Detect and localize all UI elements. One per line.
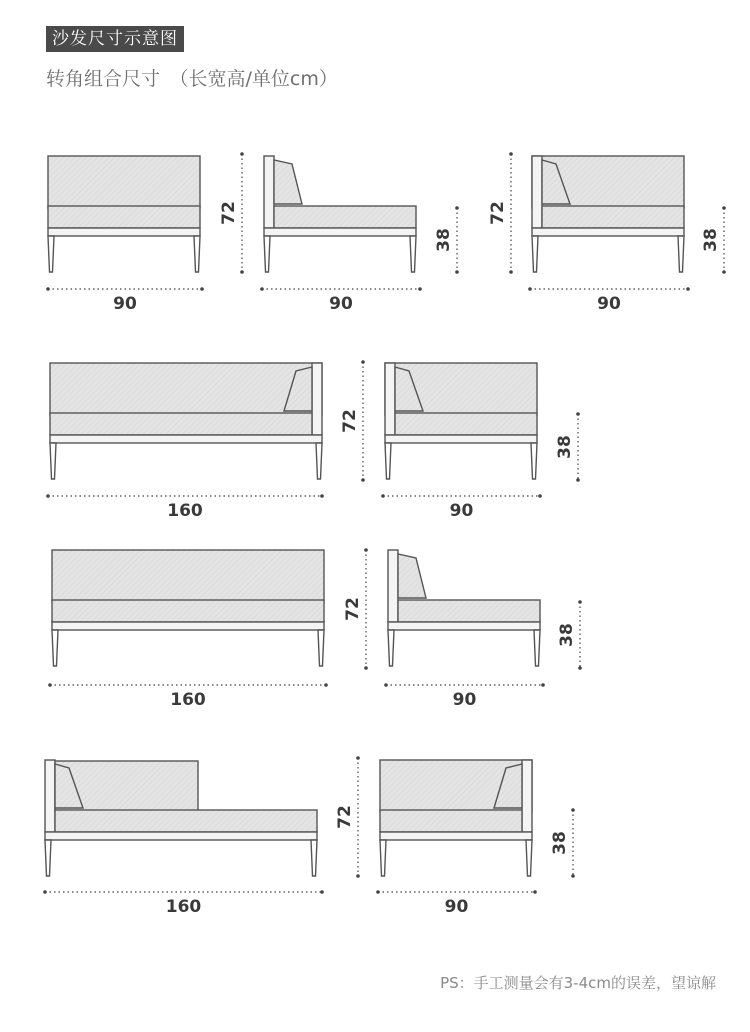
seat-cushion [48,206,200,228]
single-seat-side [264,156,416,272]
single-seat-front-width-end [200,287,204,291]
two-seat-right-arm-side [385,363,537,479]
corner-seat-width-label: 90 [597,294,621,314]
base-rail [388,622,540,630]
corner-seat-seat-height-start [722,206,726,210]
right-leg [318,630,324,666]
diagram-subtitle: 转角组合尺寸 （长宽高/单位cm） [46,68,338,90]
two-seat-right-arm-side-seat-height-label: 38 [555,435,575,459]
left-leg [50,443,56,479]
single-seat-side-width-end [418,287,422,291]
right-leg [678,236,684,272]
left-armrest [532,156,542,228]
right-leg [194,236,200,272]
chaise-side-width-start [376,890,380,894]
two-seat-right-arm-width-label: 160 [167,501,203,521]
single-seat-front-width-start [46,287,50,291]
two-seat-right-arm-height-start [361,360,365,364]
two-seat-side-seat-height-start [578,600,582,604]
right-leg [316,443,322,479]
two-seat-side [388,550,540,666]
single-seat-side-seat-height-end [455,270,459,274]
backrest [50,363,322,415]
two-seat-side-width-label: 90 [452,690,477,710]
right-leg [526,840,532,876]
left-leg [380,840,386,876]
seat-cushion [50,413,312,435]
single-seat-side-height-start [240,152,244,156]
base-rail [264,228,416,236]
base-rail [380,832,532,840]
two-seat-width-label: 160 [170,690,206,710]
two-seat-height-end [364,666,368,670]
left-leg [264,236,270,272]
right-leg [534,630,540,666]
chaise-side-width-label: 90 [444,897,469,917]
backrest-frame [388,550,398,622]
chaise-side-seat-height-label: 38 [550,831,570,855]
corner-seat-front [532,156,684,272]
two-seat-width-start [48,683,52,687]
two-seat-right-arm-height-label: 72 [340,409,360,433]
base-rail [52,622,324,630]
chaise-height-end [356,874,360,878]
two-seat-height-start [364,548,368,552]
left-leg [385,443,391,479]
left-leg [532,236,538,272]
chaise-width-label: 160 [165,897,202,917]
single-seat-side-seat-height-label: 38 [434,228,454,252]
corner-seat-seat-height-label: 38 [701,228,721,252]
two-seat-right-arm-side-width-start [381,494,385,498]
measurement-error-note: PS：手工测量会有3-4cm的误差，望谅解 [440,974,716,992]
single-seat-front [48,156,200,272]
seat-cushion [55,810,317,832]
right-leg [311,840,317,876]
left-leg [45,840,51,876]
two-seat-right-arm-front [50,363,322,479]
seat-cushion [542,206,684,228]
left-armrest [45,760,55,832]
chaise-width-start [43,890,47,894]
two-seat-side-width-end [541,683,545,687]
back-cushion [398,554,426,598]
corner-seat-seat-height-end [722,270,726,274]
two-seat-side-width-start [384,683,388,687]
two-seat-height-label: 72 [343,597,363,621]
backrest-frame [264,156,274,228]
seat-cushion [398,600,540,622]
base-rail [48,228,200,236]
backrest [48,156,200,208]
single-seat-side-width-start [260,287,264,291]
two-seat-right-arm-side-width-end [538,494,542,498]
seat-cushion [395,413,537,435]
two-seat-width-end [324,683,328,687]
corner-seat-height-end [509,270,513,274]
left-leg [52,630,58,666]
chaise-height-start [356,756,360,760]
corner-seat-height-start [509,152,513,156]
right-leg [410,236,416,272]
chaise-left-arm-front [45,760,317,876]
two-seat-right-arm-height-end [361,478,365,482]
base-rail [45,832,317,840]
seat-cushion [274,206,416,228]
base-rail [532,228,684,236]
single-seat-side-height-label: 72 [219,201,239,225]
corner-seat-width-start [528,287,532,291]
corner-seat-width-end [686,287,690,291]
seat-cushion [380,810,522,832]
back-cushion [274,160,302,204]
two-seat-right-arm-width-start [46,494,50,498]
base-rail [50,435,322,443]
single-seat-side-height-end [240,270,244,274]
left-leg [388,630,394,666]
chaise-side-seat-height-start [571,808,575,812]
backrest [52,550,324,602]
single-seat-side-width-label: 90 [329,294,353,314]
base-rail [385,435,537,443]
chaise-width-end [320,890,324,894]
corner-seat-height-label: 72 [488,201,508,225]
two-seat-front [52,550,324,666]
seat-cushion [52,600,324,622]
chaise-side-width-end [533,890,537,894]
diagram-title-badge: 沙发尺寸示意图 [46,26,184,52]
chaise-height-label: 72 [335,805,355,829]
two-seat-right-arm-side-seat-height-start [576,412,580,416]
single-seat-side-seat-height-start [455,206,459,210]
left-leg [48,236,54,272]
two-seat-right-arm-side-seat-height-end [576,478,580,482]
right-armrest [522,760,532,832]
two-seat-right-arm-width-end [320,494,324,498]
left-armrest [385,363,395,435]
chaise-side-seat-height-end [571,874,575,878]
two-seat-side-seat-height-label: 38 [557,623,577,647]
right-armrest [312,363,322,435]
two-seat-right-arm-side-width-label: 90 [449,501,474,521]
two-seat-side-seat-height-end [578,666,582,670]
right-leg [531,443,537,479]
single-seat-front-width-label: 90 [113,294,137,314]
chaise-left-arm-side [380,760,532,876]
